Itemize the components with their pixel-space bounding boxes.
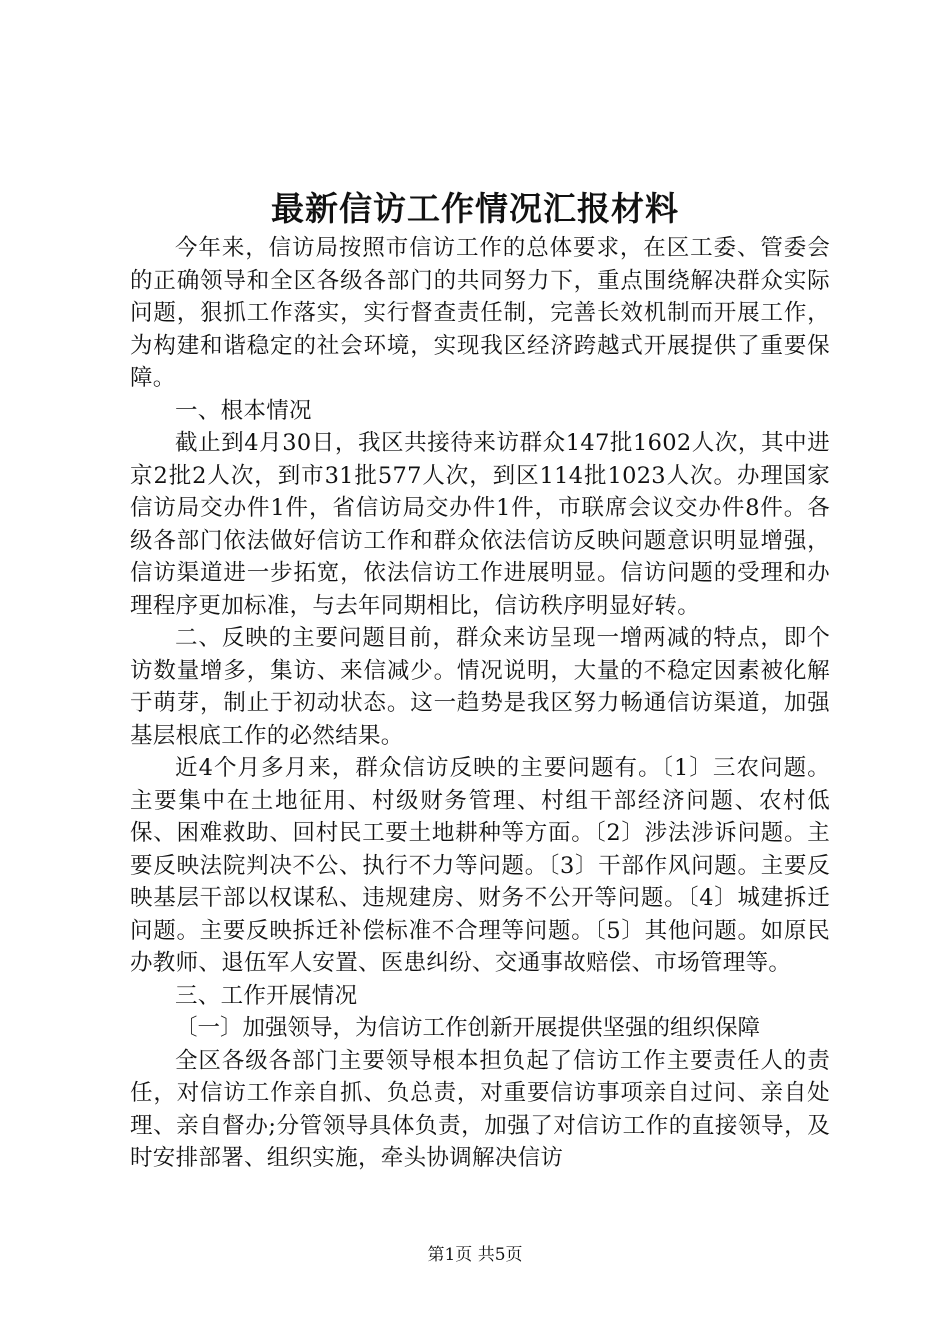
document-body <box>130 232 830 1175</box>
basic-situation-paragraph: 截止到4月30日，我区共接待来访群众147批1602人次，其中进京2批2人次，到市31批577人次，到区114批1023人次。办理国家信访局交办件1件，省信访局交办件1件，市联席会议交办件8件。各级各部门依法做好信访工作和群众依法信访反映问题意识明显增强，信访渠道进一步拓宽，依法信访工作进展明显。信访问题的受理和办理程序更加标准，与去年同期相比，信访秩序明显好转。 <box>130 430 830 619</box>
issues-list-paragraph: 近4个月多月来，群众信访反映的主要问题有。〔1〕三农问题。主要集中在土地征用、村级财务管理、村组干部经济问题、农村低保、困难救助、回村民工要土地耕种等方面。〔2〕涉法涉诉问题。主要反映法院判决不公、执行不力等问题。〔3〕干部作风问题。主要反映基层干部以权谋私、违规建房、财务不公开等问题。〔4〕城建拆迁问题。主要反映拆迁补偿标准不合理等问题。〔5〕其他问题。如原民办教师、退伍军人安置、医患纠纷、交通事故赔偿、市场管理等。 <box>130 755 830 976</box>
section-heading-basic: 一、根本情况 <box>175 397 312 424</box>
section-heading-work: 三、工作开展情况 <box>175 982 358 1009</box>
document-title: 最新信访工作情况汇报材料 <box>271 189 679 228</box>
main-issues-paragraph: 二、反映的主要问题目前，群众来访呈现一增两减的特点，即个访数量增多，集访、来信减少。情况说明，大量的不稳定因素被化解于萌芽，制止于初动状态。这一趋势是我区努力畅通信访渠道，加强基层根底工作的必然结果。 <box>130 625 830 749</box>
intro-paragraph: 今年来，信访局按照市信访工作的总体要求，在区工委、管委会的正确领导和全区各级各部门的共同努力下，重点围绕解决群众实际问题，狠抓工作落实，实行督查责任制，完善长效机制而开展工作，为构建和谐稳定的社会环境，实现我区经济跨越式开展提供了重要保障。 <box>130 235 830 391</box>
page-footer: 第1页 共5页 <box>427 1245 523 1265</box>
subsection-heading-leadership: 〔一〕加强领导，为信访工作创新开展提供坚强的组织保障 <box>175 1015 761 1041</box>
leadership-paragraph: 全区各级各部门主要领导根本担负起了信访工作主要责任人的责任，对信访工作亲自抓、负总责，对重要信访事项亲自过问、亲自处理、亲自督办;分管领导具体负责，加强了对信访工作的直接领导，及时安排部署、组织实施，牵头协调解决信访 <box>130 1047 830 1171</box>
